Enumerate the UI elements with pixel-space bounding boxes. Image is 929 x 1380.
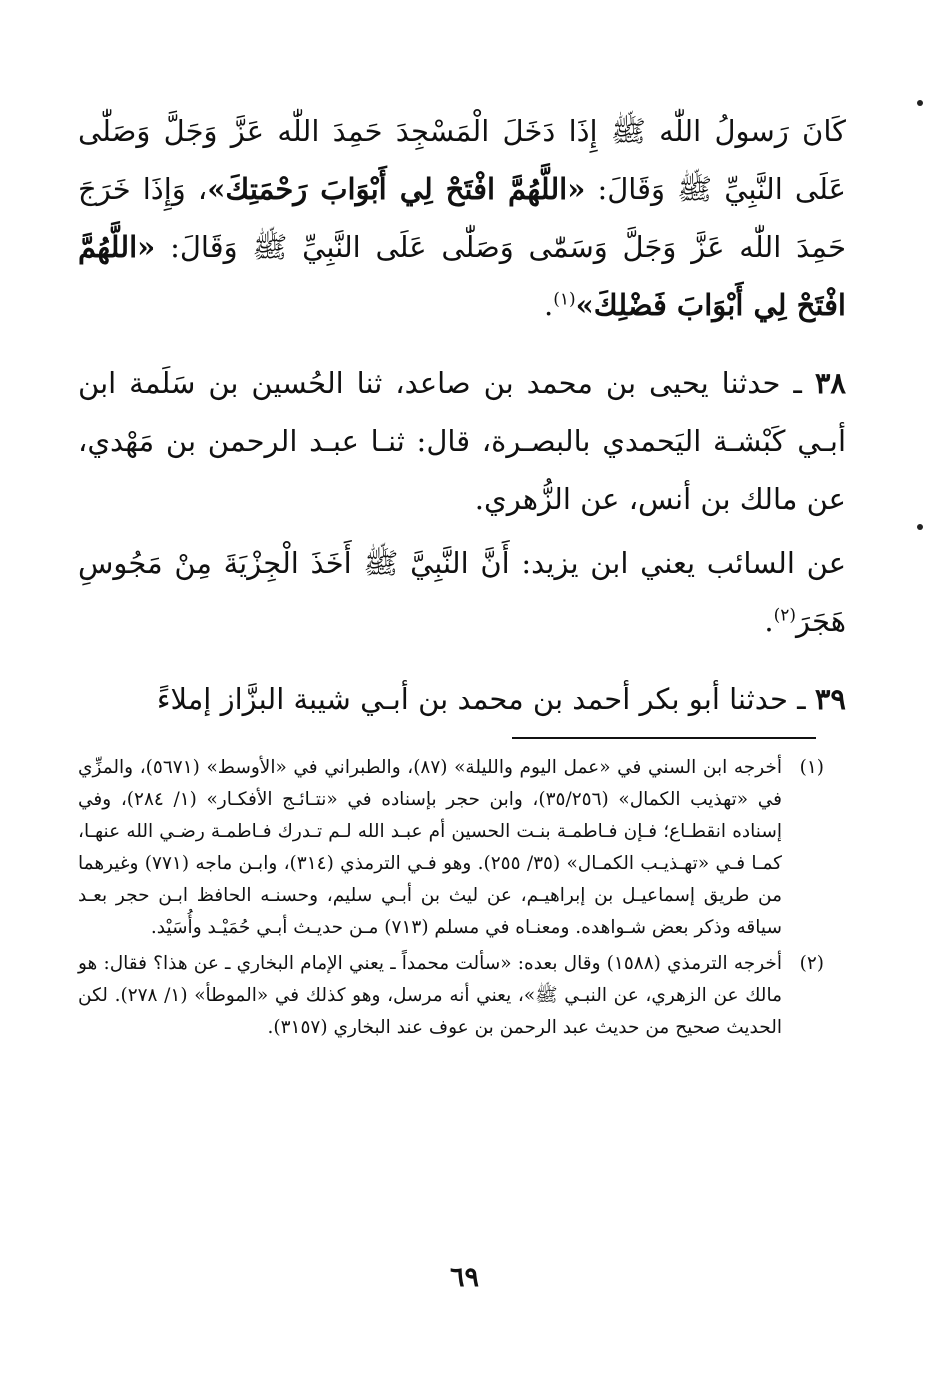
p3-text: عن السائب يعني ابن يزيد: أَنَّ النَّبِيَّ ﷺ أَخَذَ الْجِزْيَةَ مِنْ مَجُوسِ هَجَرَ [78, 546, 846, 638]
footnote-ref-2: (٢) [773, 605, 796, 626]
hadith-number-38: ٣٨ [814, 366, 846, 400]
scan-mark-top [917, 100, 923, 106]
main-text [78, 102, 846, 728]
hadith-number-39: ٣٩ [814, 682, 846, 716]
p1-quote-b: «اللَّهُمَّ افْتَحْ لِي أَبْوَابَ فَضْلِكَ» [78, 230, 846, 322]
footnote-text: أخرجه الترمذي (١٥٨٨) وقال بعده: «سألت محمداً ـ يعني الإمام البخاري ـ عن هذا؟ فقال: هو مالك عن الزهري، عن النبـي ﷺ»، يعني أنه مرسل، وهو كذلك في «الموطأ» (١/ ٢٧٨). لكن الحديث صحيح من حديث عبد الرحمن بن عوف عند البخاري (٣١٥٧). [78, 953, 782, 1038]
footnote-2 [78, 948, 824, 1044]
paragraph-hadith-37-end [78, 102, 846, 334]
p2-text: ـ حدثنا يحيى بن محمد بن صاعد، ثنا الحُسين بن سَلَمة ابن أبـي كَبْشـة اليَحمدي بالبصـرة، قال: ثنـا عبـد الرحمن بن مَهْدي، عن مالك بن أنس، عن الزُّهري. [78, 366, 846, 516]
p1-text-a: كَانَ رَسولُ اللّٰه ﷺ إِذَا دَخَلَ الْمَسْجِدَ حَمِدَ اللّٰه عَزَّ وَجَلَّ وَصَلّٰى عَلَى النَّبِيِّ ﷺ وَقَالَ: [78, 114, 846, 206]
footnote-text: أخرجه ابن السني في «عمل اليوم والليلة» (٨٧)، والطبراني في «الأوسط» (٥٦٧١)، والمزِّي في «تهذيب الكمال» (٣٥/٢٥٦)، وابن حجر بإسناده في «نتـائـج الأفكـار» (١/ ٢٨٤)، وفي إسناده انقطـاع؛ فـإن فـاطمـة بنـت الحسين أم عبـد الله لـم تـدرك فـاطمـة رضـي الله عنهـا، كمـا فـي «تهـذيـب الكمـال» (٣٥/ ٢٥٥). وهو فـي الترمذي (٣١٤)، وابـن ماجه (٧٧١) وغيرهما من طريق إسماعيـل بن إبراهيـم، عن ليث بن أبـي سليم، وحسنـه الحافظ ابـن حجر بعـد سياقه وذكر بعض شـواهده. ومعنـاه في مسلم (٧١٣) مـن حديـث أبـي حُمَيْـد وأُسَيْد. [78, 757, 782, 938]
page-number: ٦٩ [449, 1262, 479, 1293]
paragraph-hadith-39 [78, 670, 846, 728]
p3-end: . [764, 604, 774, 638]
footnote-number: (٢) [799, 953, 824, 974]
p1-text-b: ، وَإِذَا خَرَجَ حَمِدَ اللّٰه عَزَّ وَجَلَّ وَسَمّٰى وَصَلّٰى عَلَى النَّبِيِّ ﷺ وَقَالَ: [78, 172, 846, 264]
p4-text: ـ حدثنا أبو بكر أحمد بن محمد بن أبـي شيبة البزَّاز إملاءً [156, 682, 815, 716]
footnote-1 [78, 752, 824, 944]
scan-mark-middle [917, 524, 923, 530]
p1-quote-a: «اللَّهُمَّ افْتَحْ لِي أَبْوَابَ رَحْمَتِكَ» [207, 172, 586, 206]
footnotes [78, 752, 824, 1044]
footnote-separator [512, 737, 816, 739]
p1-end: . [544, 288, 554, 322]
footnote-ref-1: (١) [553, 289, 576, 310]
paragraph-hadith-38 [78, 354, 846, 528]
footnote-number: (١) [799, 757, 824, 778]
paragraph-hadith-38-matn [78, 534, 846, 650]
